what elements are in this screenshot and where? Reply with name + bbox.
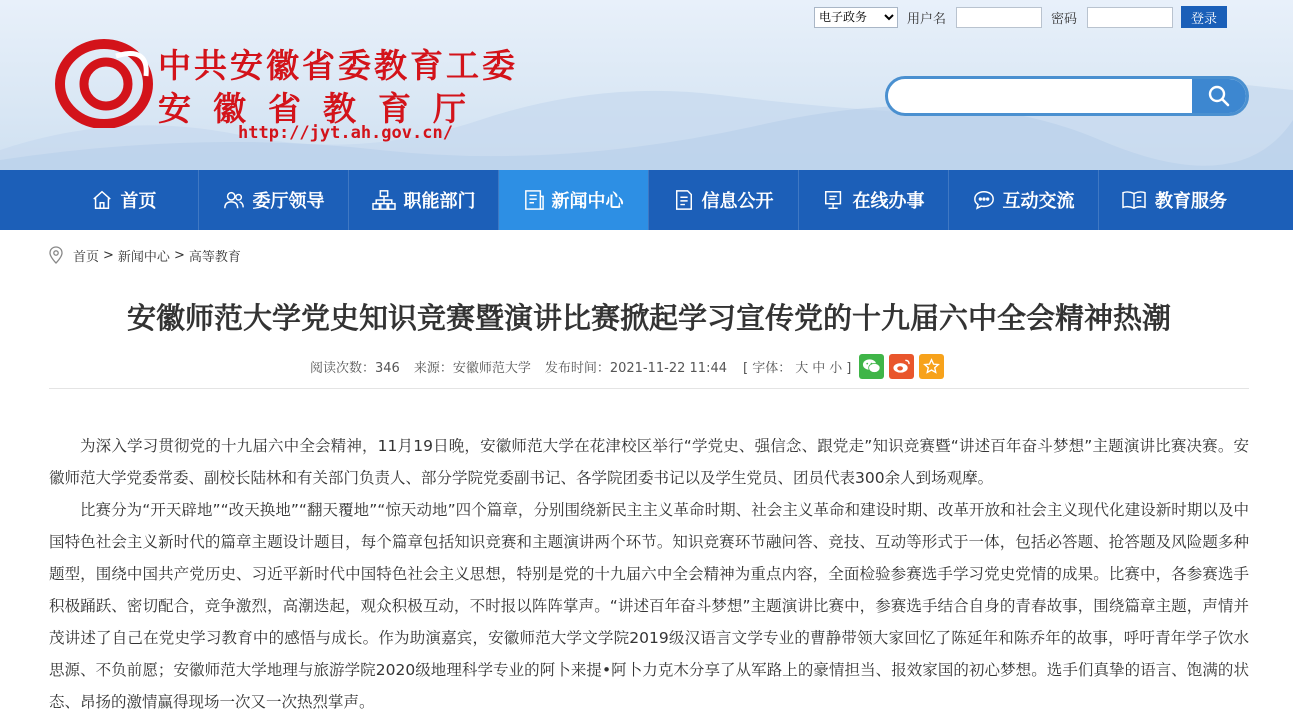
password-input[interactable] [1087, 7, 1173, 28]
share-weibo-button[interactable] [889, 354, 914, 379]
home-icon [91, 189, 113, 211]
font-size-label: [ 字体： [743, 360, 792, 376]
logo-emblem-icon [54, 36, 154, 128]
breadcrumb-separator: > [103, 247, 114, 263]
news-icon [524, 189, 544, 211]
username-label: 用户名 [907, 11, 947, 27]
login-button[interactable]: 登录 [1181, 6, 1227, 28]
nav-label: 教育服务 [1155, 191, 1227, 212]
breadcrumb-news[interactable]: 新闻中心 [117, 249, 170, 265]
users-icon [223, 189, 245, 211]
logo-title-line2: 安徽省教育厅 [158, 89, 488, 128]
nav-label: 委厅领导 [252, 191, 325, 212]
article-meta [310, 353, 944, 379]
nav-label: 在线办事 [852, 191, 925, 212]
star-icon [923, 358, 940, 375]
article-title: 安徽师范大学党史知识竞赛暨演讲比赛掀起学习宣传党的十九届六中全会精神热潮 [126, 301, 1171, 335]
favorite-button[interactable] [919, 354, 944, 379]
nav-label: 信息公开 [701, 191, 774, 212]
document-icon [674, 189, 694, 211]
article-paragraph: 为深入学习贯彻党的十九届六中全会精神，11月19日晚，安徽师范大学在花津校区举行“学党史、强信念、跟党走”知识竞赛暨“讲述百年奋斗梦想”主题演讲比赛决赛。安徽师范大学党委常委、副校长陆林和有关部门负责人、部分学院党委副书记、各学院团委书记以及学生党员、团员代表300余人到场观摩。 [49, 437, 1249, 487]
nav-item-leaders[interactable] [199, 170, 349, 230]
breadcrumb-separator: > [173, 247, 185, 263]
login-bar [814, 6, 1227, 28]
search-input[interactable] [888, 79, 1194, 113]
book-icon [1121, 189, 1147, 211]
share-wechat-button[interactable] [859, 354, 884, 379]
breadcrumb-home[interactable]: 首页 [73, 249, 100, 265]
wechat-icon [862, 358, 881, 374]
login-type-select[interactable] [814, 7, 898, 28]
breadcrumb [49, 246, 241, 264]
font-medium-button[interactable]: 中 [812, 360, 826, 376]
font-small-button[interactable]: 小 [829, 360, 843, 376]
computer-icon [823, 189, 845, 211]
font-size-close: ] [846, 360, 852, 376]
logo-url: http://jyt.ah.gov.cn/ [238, 123, 453, 143]
nav-label: 职能部门 [403, 191, 476, 212]
nav-item-edu-service[interactable] [1099, 170, 1249, 230]
nav-item-info[interactable] [649, 170, 799, 230]
article-source: 来源：安徽师范大学 [413, 360, 531, 376]
search-icon [1207, 84, 1231, 108]
font-size-control [741, 357, 853, 376]
publish-time: 发布时间：2021-11-22 11:44 [544, 360, 727, 376]
nav-item-home[interactable] [49, 170, 199, 230]
password-label: 密码 [1051, 11, 1078, 27]
logo-title-line1: 中共安徽省委教育工委 [158, 46, 518, 85]
search-box [885, 76, 1249, 116]
read-count: 阅读次数：346 [310, 360, 400, 376]
site-header [0, 0, 1293, 170]
org-chart-icon [372, 189, 396, 211]
article-body [49, 430, 1249, 718]
nav-item-interaction[interactable] [949, 170, 1099, 230]
location-pin-icon [49, 246, 63, 264]
search-button[interactable] [1192, 79, 1246, 113]
breadcrumb-higher-edu[interactable]: 高等教育 [188, 249, 241, 265]
main-nav [0, 170, 1293, 230]
nav-label: 互动交流 [1002, 191, 1075, 212]
weibo-icon [892, 358, 911, 374]
meta-divider [49, 388, 1249, 389]
nav-label: 新闻中心 [551, 191, 624, 212]
nav-label: 首页 [120, 191, 157, 212]
nav-item-online-service[interactable] [799, 170, 949, 230]
nav-item-departments[interactable] [349, 170, 499, 230]
nav-item-news[interactable] [499, 170, 649, 230]
article-paragraph: 比赛分为“开天辟地”“改天换地”“翻天覆地”“惊天动地”四个篇章，分别围绕新民主主义革命时期、社会主义革命和建设时期、改革开放和社会主义现代化建设新时期以及中国特色社会主义新时代的篇章主题设计题目，每个篇章包括知识竞赛和主题演讲两个环节。知识竞赛环节融问答、竞技、互动等形式于一体，包括必答题、抢答题及风险题多种题型，围绕中国共产党历史、习近平新时代中国特色社会主义思想，特别是党的十九届六中全会精神为重点内容，全面检验参赛选手学习党史党情的成果。比赛中，各参赛选手积极踊跃、密切配合，竞争激烈，高潮迭起，观众积极互动，不时报以阵阵掌声。“讲述百年奋斗梦想”主题演讲比赛中，参赛选手结合自身的青春故事，围绕篇章主题，声情并茂讲述了自己在党史学习教育中的感悟与成长。作为助演嘉宾，安徽师范大学文学院2019级汉语言文学专业的曹静带领大家回忆了陈延年和陈乔年的故事，呼吁青年学子饮水思源、不负前愿；安徽师范大学地理与旅游学院2020级地理科学专业的阿卜来提•阿卜力克木分享了从军路上的豪情担当、报效家国的初心梦想。选手们真挚的语言、饱满的状态、昂扬的激情赢得现场一次又一次热烈掌声。 [49, 501, 1249, 711]
username-input[interactable] [956, 7, 1042, 28]
chat-icon [973, 189, 995, 211]
font-large-button[interactable]: 大 [795, 360, 809, 376]
